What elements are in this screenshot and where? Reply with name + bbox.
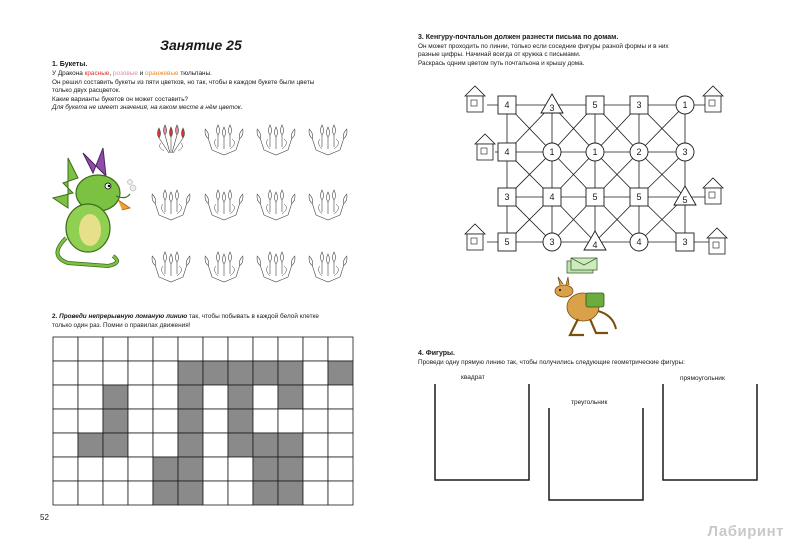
grid-cell: [178, 337, 203, 361]
grid-cell-filled: [278, 361, 303, 385]
node-triangle: [541, 94, 563, 113]
grid-cell: [328, 337, 353, 361]
task2-heading-rest: так, чтобы побывать в каждой белой клетке: [187, 313, 319, 320]
grid-cell-filled: [178, 457, 203, 481]
task3-text: [418, 34, 768, 68]
task1-text: [52, 70, 352, 113]
grid-cell-filled: [228, 361, 253, 385]
bouquet-outline: [308, 190, 348, 220]
node-value: 5: [592, 100, 598, 110]
grid-cell: [203, 409, 228, 433]
grid-cell: [153, 385, 178, 409]
house-icon: [475, 134, 495, 160]
task4-text: [418, 350, 768, 367]
grid-cell: [103, 337, 128, 361]
node-square: [498, 143, 516, 161]
grid-cell-filled: [103, 385, 128, 409]
grid-cell: [153, 409, 178, 433]
node-square: [630, 188, 648, 206]
node-value: 5: [682, 195, 688, 205]
task1-heading: 1. Букеты.: [52, 61, 88, 68]
house-icon: [465, 86, 485, 112]
label-rectangle: прямоугольник: [680, 375, 725, 382]
task2-line2: только один раз. Помни о правилах движения!: [52, 321, 191, 329]
grid-cell: [53, 361, 78, 385]
grid-cell-filled: [228, 433, 253, 457]
node-value: 3: [682, 147, 688, 157]
letters-icon: [565, 255, 605, 275]
node-square: [586, 188, 604, 206]
task1-line5: Для букета не имеет значения, на каком месте в нём цветок.: [52, 104, 243, 111]
task2-heading: [52, 313, 382, 322]
grid-cell-filled: [178, 433, 203, 457]
grid-cell: [203, 433, 228, 457]
bouquet-outline: [256, 125, 296, 155]
grid-cell: [103, 481, 128, 505]
node-circle: [630, 143, 648, 161]
grid-cell: [303, 433, 328, 457]
grid-cell: [253, 409, 278, 433]
word-pink: розовые: [112, 70, 138, 77]
bouquet-outline: [204, 190, 244, 220]
grid-cell: [253, 337, 278, 361]
grid-cell: [53, 337, 78, 361]
house-icon: [707, 228, 727, 254]
task1-line3: только двух расцветок.: [52, 87, 121, 94]
grid-cell-filled: [253, 481, 278, 505]
frame-rectangle: [663, 384, 757, 480]
grid-cell: [303, 385, 328, 409]
grid-cell-filled: [278, 385, 303, 409]
grid-cell-filled: [253, 433, 278, 457]
grid-cell: [278, 337, 303, 361]
label-triangle: треугольник: [571, 399, 608, 406]
grid-cell: [203, 481, 228, 505]
node-square: [498, 233, 516, 251]
node-value: 3: [549, 103, 555, 113]
grid-cell: [328, 409, 353, 433]
task2-heading-bold: Проведи непрерывную ломаную линию: [59, 313, 188, 320]
node-value: 3: [636, 100, 642, 110]
grid-cell: [53, 481, 78, 505]
grid-cell-filled: [278, 481, 303, 505]
node-value: 4: [504, 100, 510, 110]
grid-cell: [303, 457, 328, 481]
maze-grid: [52, 336, 357, 508]
house-icon: [703, 178, 723, 204]
node-value: 3: [549, 237, 555, 247]
grid-cell-filled: [328, 361, 353, 385]
grid-cell: [78, 361, 103, 385]
task2-heading-num: 2.: [52, 313, 60, 320]
node-square: [498, 96, 516, 114]
word-red: красные: [84, 70, 110, 77]
house-icon: [703, 86, 723, 112]
grid-cell: [328, 457, 353, 481]
dragon-illustration: [38, 138, 138, 273]
lesson-title: Занятие 25: [160, 37, 242, 53]
task1-line2: Он решил составить букеты из пяти цветков, но так, чтобы в каждом букете были цветы: [52, 78, 315, 86]
grid-cell-filled: [178, 385, 203, 409]
grid-cell-filled: [253, 361, 278, 385]
grid-cell: [103, 457, 128, 481]
watermark: Лабиринт: [707, 523, 784, 540]
task1-sep1: ,: [109, 70, 113, 77]
task3-heading: 3. Кенгуру-почтальон должен разнести письма по домам.: [418, 34, 619, 41]
frame-square: [435, 384, 529, 480]
node-square: [676, 233, 694, 251]
task4-heading: 4. Фигуры.: [418, 350, 455, 357]
node-value: 4: [549, 192, 555, 202]
grid-cell-filled: [203, 361, 228, 385]
grid-cell: [78, 481, 103, 505]
bouquet-outline: [204, 125, 244, 155]
task3-line3: Раскрась одним цветом путь почтальона и крышу дома.: [418, 59, 585, 67]
grid-cell-filled: [78, 433, 103, 457]
grid-cell-filled: [278, 457, 303, 481]
grid-cell: [53, 457, 78, 481]
node-square: [586, 96, 604, 114]
node-circle: [543, 233, 561, 251]
grid-cell: [128, 361, 153, 385]
task1-line4: Какие варианты букетов он может составить?: [52, 95, 189, 103]
word-orange: оранжевые: [145, 70, 179, 77]
grid-cell: [78, 409, 103, 433]
bouquet-colored: [158, 125, 185, 153]
grid-cell-filled: [153, 481, 178, 505]
node-value: 1: [592, 147, 598, 157]
grid-cell: [128, 433, 153, 457]
grid-cell: [203, 385, 228, 409]
grid-cell: [153, 337, 178, 361]
grid-cell-filled: [178, 361, 203, 385]
bouquet-outline: [256, 190, 296, 220]
grid-cell-filled: [103, 409, 128, 433]
bouquet-outline: [308, 252, 348, 282]
node-value: 4: [636, 237, 642, 247]
grid-cell: [328, 433, 353, 457]
grid-cell: [153, 361, 178, 385]
task1-line1: [52, 70, 352, 79]
node-square: [543, 188, 561, 206]
node-value: 1: [682, 100, 688, 110]
kangaroo-network: [455, 80, 730, 265]
grid-cell: [228, 481, 253, 505]
grid-cell: [303, 337, 328, 361]
task1-sep2: и: [137, 70, 146, 77]
grid-cell: [228, 457, 253, 481]
grid-cell: [328, 481, 353, 505]
grid-cell: [228, 337, 253, 361]
grid-cell: [128, 481, 153, 505]
grid-cell: [78, 385, 103, 409]
node-value: 2: [636, 147, 642, 157]
house-icon: [465, 224, 485, 250]
task3-line2: разные цифры. Начинай всегда от кружка с письмами.: [418, 51, 581, 58]
grid-cell: [78, 337, 103, 361]
node-square: [630, 96, 648, 114]
node-circle: [543, 143, 561, 161]
node-value: 4: [504, 147, 510, 157]
grid-cell-filled: [103, 433, 128, 457]
grid-cell: [153, 433, 178, 457]
grid-cell: [128, 385, 153, 409]
grid-cell-filled: [153, 457, 178, 481]
task2-text: [52, 313, 382, 330]
grid-cell: [253, 385, 278, 409]
grid-cell: [53, 385, 78, 409]
node-triangle: [674, 186, 696, 205]
node-value: 5: [592, 192, 598, 202]
grid-cell: [203, 457, 228, 481]
node-value: 1: [549, 147, 555, 157]
bouquet-outline: [308, 125, 348, 155]
grid-cell-filled: [278, 433, 303, 457]
grid-cell: [103, 361, 128, 385]
grid-cell-filled: [253, 457, 278, 481]
grid-cell: [328, 385, 353, 409]
grid-cell: [278, 409, 303, 433]
grid-cell: [53, 433, 78, 457]
node-square: [498, 188, 516, 206]
grid-cell-filled: [228, 385, 253, 409]
grid-cell: [303, 481, 328, 505]
grid-cell: [303, 409, 328, 433]
task4-line1: Проведи одну прямую линию так, чтобы получились следующие геометрические фигуры:: [418, 358, 685, 366]
page-number: 52: [40, 513, 49, 522]
frame-triangle: [549, 408, 643, 500]
task1-line1-post: тюльпаны.: [178, 70, 212, 77]
node-circle: [676, 143, 694, 161]
node-value: 5: [636, 192, 642, 202]
figure-frames: [425, 380, 765, 505]
bouquet-outline: [204, 252, 244, 282]
node-value: 3: [682, 237, 688, 247]
grid-cell: [303, 361, 328, 385]
bouquet-outline: [151, 252, 191, 282]
tulip-bouquets: [150, 120, 370, 290]
grid-cell: [53, 409, 78, 433]
node-value: 3: [504, 192, 510, 202]
grid-cell: [128, 337, 153, 361]
node-circle: [676, 96, 694, 114]
grid-cell: [128, 409, 153, 433]
grid-cell: [78, 457, 103, 481]
node-circle: [586, 143, 604, 161]
grid-cell-filled: [178, 409, 203, 433]
bouquet-outline: [256, 252, 296, 282]
grid-cell-filled: [178, 481, 203, 505]
task3-line1: Он может проходить по линии, только если соседние фигуры разной формы и в них: [418, 42, 669, 50]
label-square: квадрат: [461, 374, 485, 381]
bouquet-outline: [151, 190, 191, 220]
node-circle: [630, 233, 648, 251]
grid-cell-filled: [228, 409, 253, 433]
grid-cell: [203, 337, 228, 361]
grid-cell: [128, 457, 153, 481]
kangaroo-illustration: [548, 275, 618, 340]
node-value: 5: [504, 237, 510, 247]
task1-line1-pre: У Дракона: [52, 70, 85, 77]
node-value: 4: [592, 240, 598, 250]
